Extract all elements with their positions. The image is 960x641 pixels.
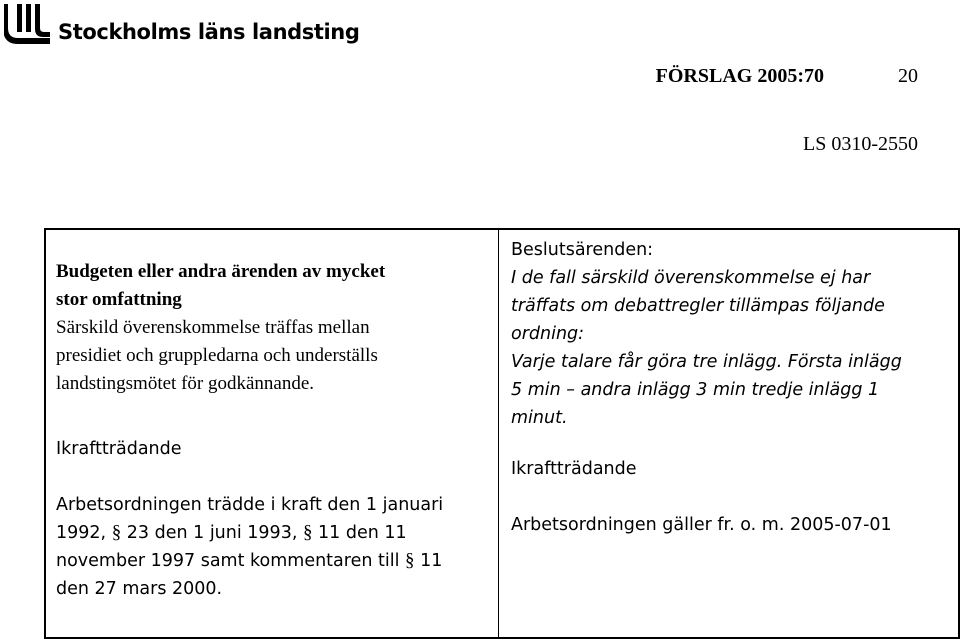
section-symbol: § xyxy=(111,522,122,543)
table-cell-right xyxy=(499,229,960,638)
effective-text-right: Arbetsordningen gäller fr. o. m. 2005-07-01 xyxy=(511,515,892,535)
section-heading: Budgeten eller andra ärenden av mycket stor omfattning xyxy=(56,261,386,310)
section-symbol: § xyxy=(405,550,415,571)
proposal-header xyxy=(656,66,918,86)
rules-table xyxy=(44,228,960,639)
debate-rules-text: I de fall särskild överenskommelse ej har träffats om debattregler tillämpas följande ordning: Varje talare får göra tre inlägg. Första inlägg 5 min – andra inlägg 3 min tredje inlägg 1 minut. xyxy=(511,268,902,428)
table-row xyxy=(45,229,959,638)
effective-heading-right: Ikraftträdande xyxy=(511,459,637,479)
document-reference: LS 0310-2550 xyxy=(803,133,918,155)
decision-items-label: Beslutsärenden: xyxy=(511,240,654,260)
table-cell-left xyxy=(45,229,499,638)
county-council-emblem-icon xyxy=(4,4,52,44)
organization-logo xyxy=(4,4,359,44)
section-body: Särskild överenskommelse träffas mellan presidiet och gruppledarna och underställs landstingsmötet för godkännande. xyxy=(56,317,378,394)
section-symbol: § xyxy=(302,522,313,543)
effective-text-left: Arbetsordningen trädde i kraft den 1 januari 1992, § 23 den 1 juni 1993, § 11 den 11 november 1997 samt kommentaren till § 11 den 27 mars 2000. xyxy=(56,495,444,599)
organization-name: Stockholms läns landsting xyxy=(58,20,360,44)
page-number: 20 xyxy=(898,65,918,87)
effective-heading-left: Ikraftträdande xyxy=(56,439,182,459)
proposal-label: FÖRSLAG 2005:70 xyxy=(655,65,824,87)
